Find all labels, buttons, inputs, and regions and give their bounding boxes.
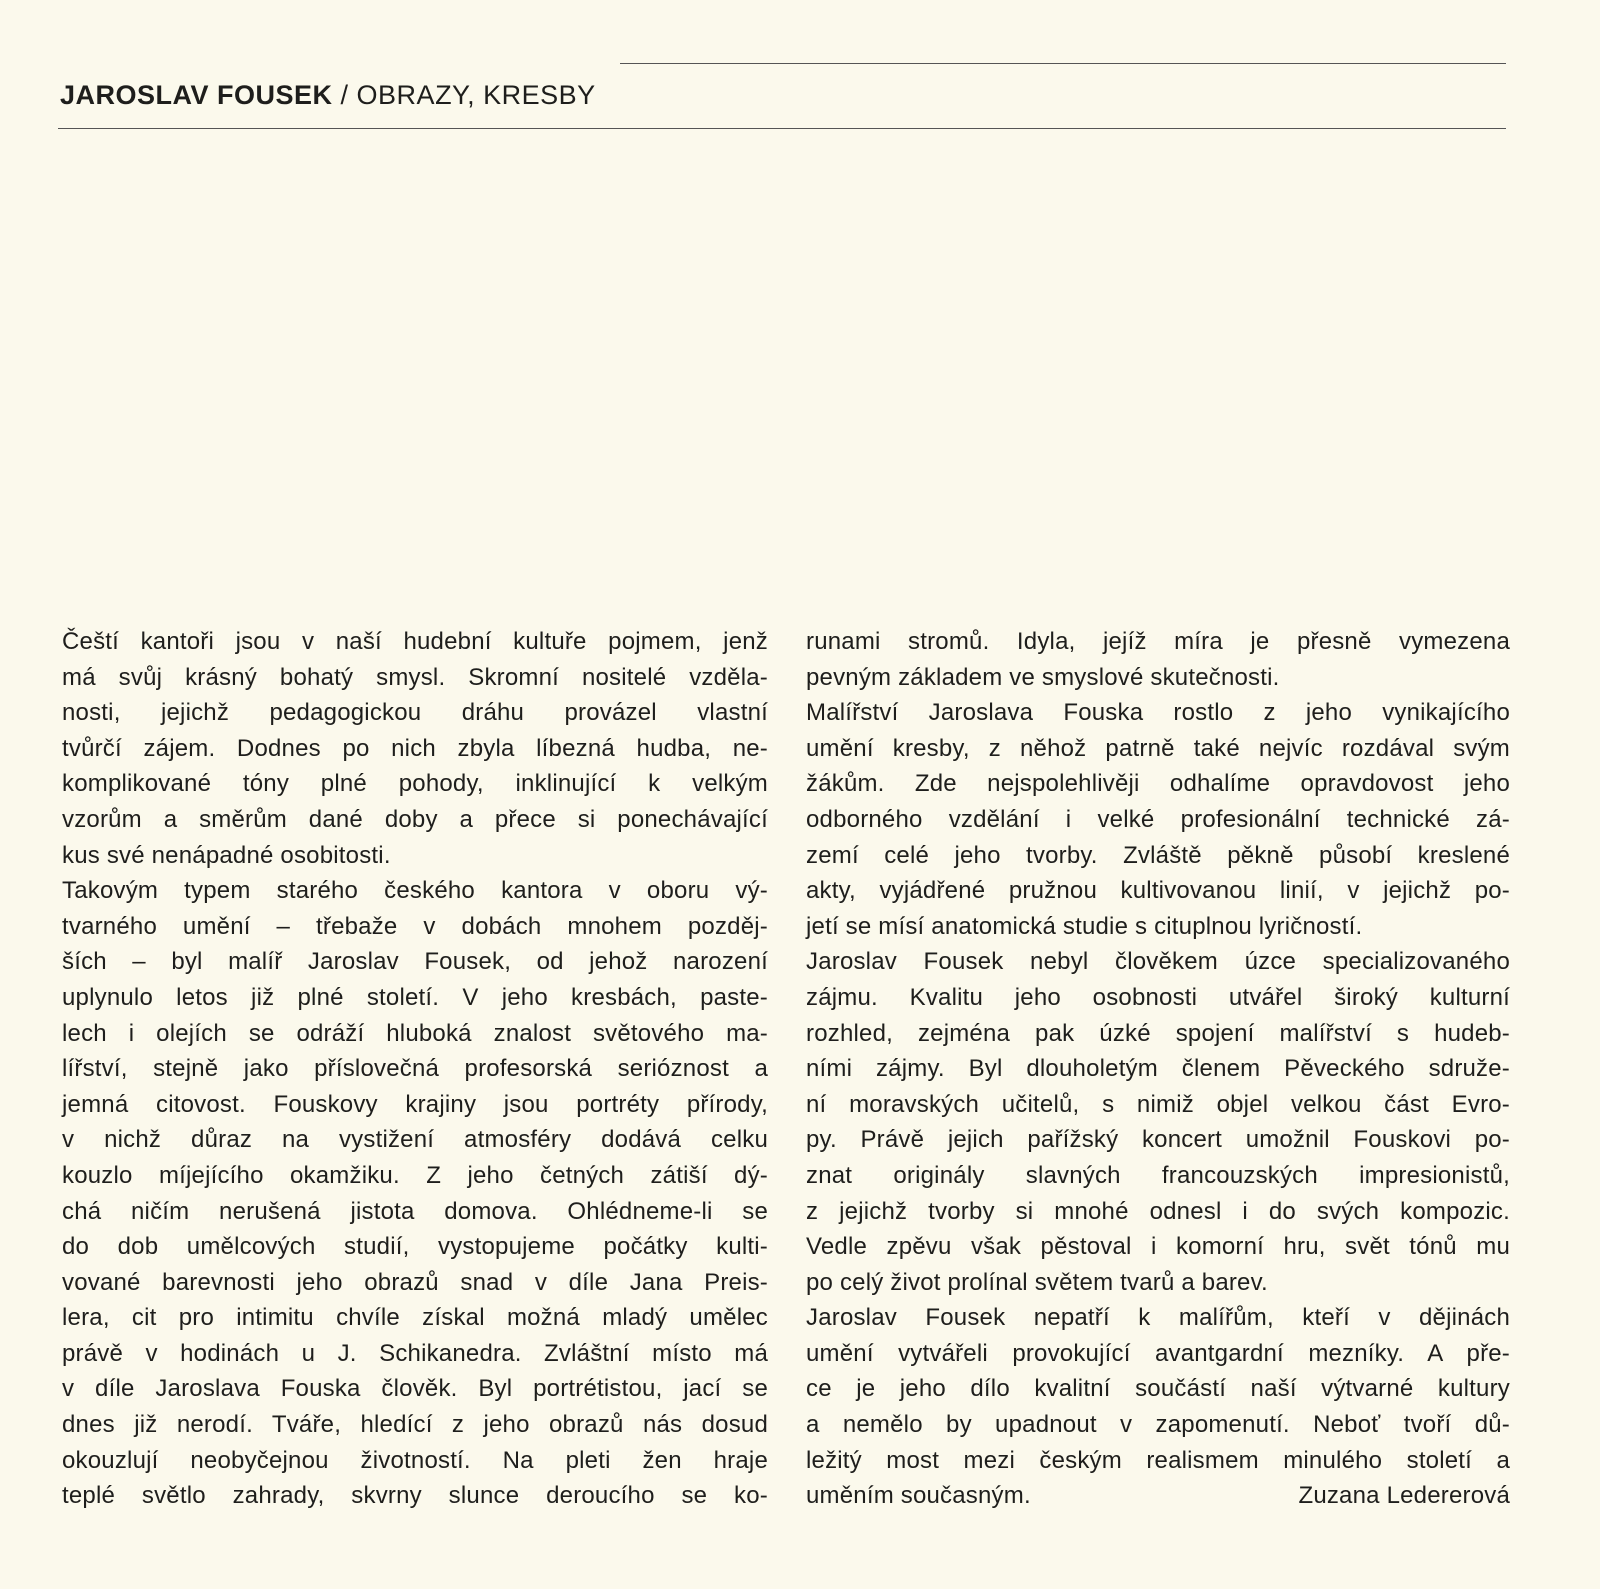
text-line: zemí celé jeho tvorby. Zvláště pěkně působí kreslené xyxy=(806,841,1510,869)
text-line: tvůrčí zájem. Dodnes po nich zbyla líbezná hudba, ne- xyxy=(62,734,768,762)
text-line: nosti, jejichž pedagogickou dráhu provázel vlastní xyxy=(62,699,768,727)
text-line: v díle Jaroslava Fouska člověk. Byl portrétistou, jací se xyxy=(62,1375,768,1403)
text-line xyxy=(806,1478,1510,1514)
text-line: py. Právě jejich pařížský koncert umožnil Fouskovi po- xyxy=(806,1126,1510,1154)
text-line: uplynulo letos již plné století. V jeho kresbách, paste- xyxy=(62,983,768,1011)
text-line: zájmu. Kvalitu jeho osobnosti utvářel široký kulturní xyxy=(806,983,1510,1011)
text-line: ležitý most mezi českým realismem minulého století a xyxy=(806,1446,1510,1474)
text-line: komplikované tóny plné pohody, inklinující k velkým xyxy=(62,770,768,798)
text-line: ní moravských učitelů, s nimiž objel velkou část Evro- xyxy=(806,1090,1510,1118)
text-line: okouzlují neobyčejnou životností. Na pleti žen hraje xyxy=(62,1446,768,1474)
signature: Zuzana Ledererová xyxy=(1298,1482,1510,1510)
text-column-left xyxy=(62,624,768,1514)
paragraph xyxy=(62,624,768,873)
top-rule xyxy=(620,63,1506,64)
text-line: po celý život prolínal světem tvarů a barev. xyxy=(806,1268,1268,1296)
text-line: Čeští kantoři jsou v naší hudební kultuře pojmem, jenž xyxy=(62,628,768,655)
text-line: Jaroslav Fousek nebyl člověkem úzce specializovaného xyxy=(806,948,1510,976)
text-line: žákům. Zde nejspolehlivěji odhalíme opravdovost jeho xyxy=(806,770,1510,798)
paragraph xyxy=(806,695,1510,944)
text-line: pevným základem ve smyslové skutečnosti. xyxy=(806,663,1280,691)
paragraph xyxy=(806,624,1510,695)
text-line: kouzlo míjejícího okamžiku. Z jeho četných zátiší dý- xyxy=(62,1161,768,1189)
text-line: chá ničím nerušená jistota domova. Ohlédneme-li se xyxy=(62,1197,768,1225)
text-line: Malířství Jaroslava Fouska rostlo z jeho vynikajícího xyxy=(806,699,1510,727)
text-line: umění kresby, z něhož patrně také nejvíc rozdával svým xyxy=(806,734,1510,762)
text-line: lířství, stejně jako příslovečná profesorská serióznost a xyxy=(62,1055,768,1083)
text-line: znat originály slavných francouzských impresionistů, xyxy=(806,1161,1510,1189)
text-line: tvarného umění – třebaže v dobách mnohem pozděj- xyxy=(62,912,768,940)
text-line: jemná citovost. Fouskovy krajiny jsou portréty přírody, xyxy=(62,1090,768,1118)
text-line: lech i olejích se odráží hluboká znalost světového ma- xyxy=(62,1019,768,1047)
text-line: rozhled, zejména pak úzké spojení malířství s hudeb- xyxy=(806,1019,1510,1047)
author-name: JAROSLAV FOUSEK xyxy=(60,80,333,110)
text-line: právě v hodinách u J. Schikanedra. Zvláštní místo má xyxy=(62,1339,768,1367)
text-column-right xyxy=(806,624,1510,1514)
text-line: umění vytvářeli provokující avantgardní mezníky. A pře- xyxy=(806,1339,1510,1367)
text-line: Takovým typem starého českého kantora v oboru vý- xyxy=(62,877,768,905)
subtitle: OBRAZY, KRESBY xyxy=(356,80,596,110)
text-line: má svůj krásný bohatý smysl. Skromní nositelé vzděla- xyxy=(62,663,768,691)
paragraph xyxy=(806,944,1510,1300)
text-line: jetí se mísí anatomická studie s cituplnou lyričností. xyxy=(806,912,1363,940)
text-line: do dob umělcových studií, vystopujeme počátky kulti- xyxy=(62,1233,768,1261)
text-line: ce je jeho dílo kvalitní součástí naší výtvarné kultury xyxy=(806,1375,1510,1403)
text-line: a nemělo by upadnout v zapomenutí. Neboť tvoří dů- xyxy=(806,1411,1510,1439)
paragraph xyxy=(62,873,768,1514)
page-title xyxy=(60,80,596,111)
paragraph xyxy=(806,1300,1510,1514)
text-line-content: uměním současným. xyxy=(806,1482,1031,1510)
text-line: vzorům a směrům dané doby a přece si ponechávající xyxy=(62,805,768,833)
text-line: Vedle zpěvu však pěstoval i komorní hru, svět tónů mu xyxy=(806,1233,1510,1261)
text-line: akty, vyjádřené pružnou kultivovanou linií, v jejichž po- xyxy=(806,877,1510,905)
text-line: ších – byl malíř Jaroslav Fousek, od jehož narození xyxy=(62,948,768,976)
text-line: Jaroslav Fousek nepatří k malířům, kteří v dějinách xyxy=(806,1304,1510,1332)
text-line: vované barevnosti jeho obrazů snad v díle Jana Preis- xyxy=(62,1268,768,1296)
text-line: dnes již nerodí. Tváře, hledící z jeho obrazů nás dosud xyxy=(62,1411,768,1439)
text-line: odborného vzdělání i velké profesionální technické zá- xyxy=(806,805,1510,833)
text-line: kus své nenápadné osobitosti. xyxy=(62,841,391,869)
title-separator: / xyxy=(332,80,357,110)
text-line: v nichž důraz na vystižení atmosféry dodává celku xyxy=(62,1126,768,1154)
text-line: z jejichž tvorby si mnohé odnesl i do svých kompozic. xyxy=(806,1197,1510,1225)
text-line: teplé světlo zahrady, skvrny slunce deroucího se ko- xyxy=(62,1482,768,1510)
bottom-rule xyxy=(58,128,1506,129)
text-line: ními zájmy. Byl dlouholetým členem Pěveckého sdruže- xyxy=(806,1055,1510,1083)
text-line: runami stromů. Idyla, jejíž míra je přesně vymezena xyxy=(806,628,1510,655)
text-line: lera, cit pro intimitu chvíle získal možná mladý umělec xyxy=(62,1304,768,1332)
